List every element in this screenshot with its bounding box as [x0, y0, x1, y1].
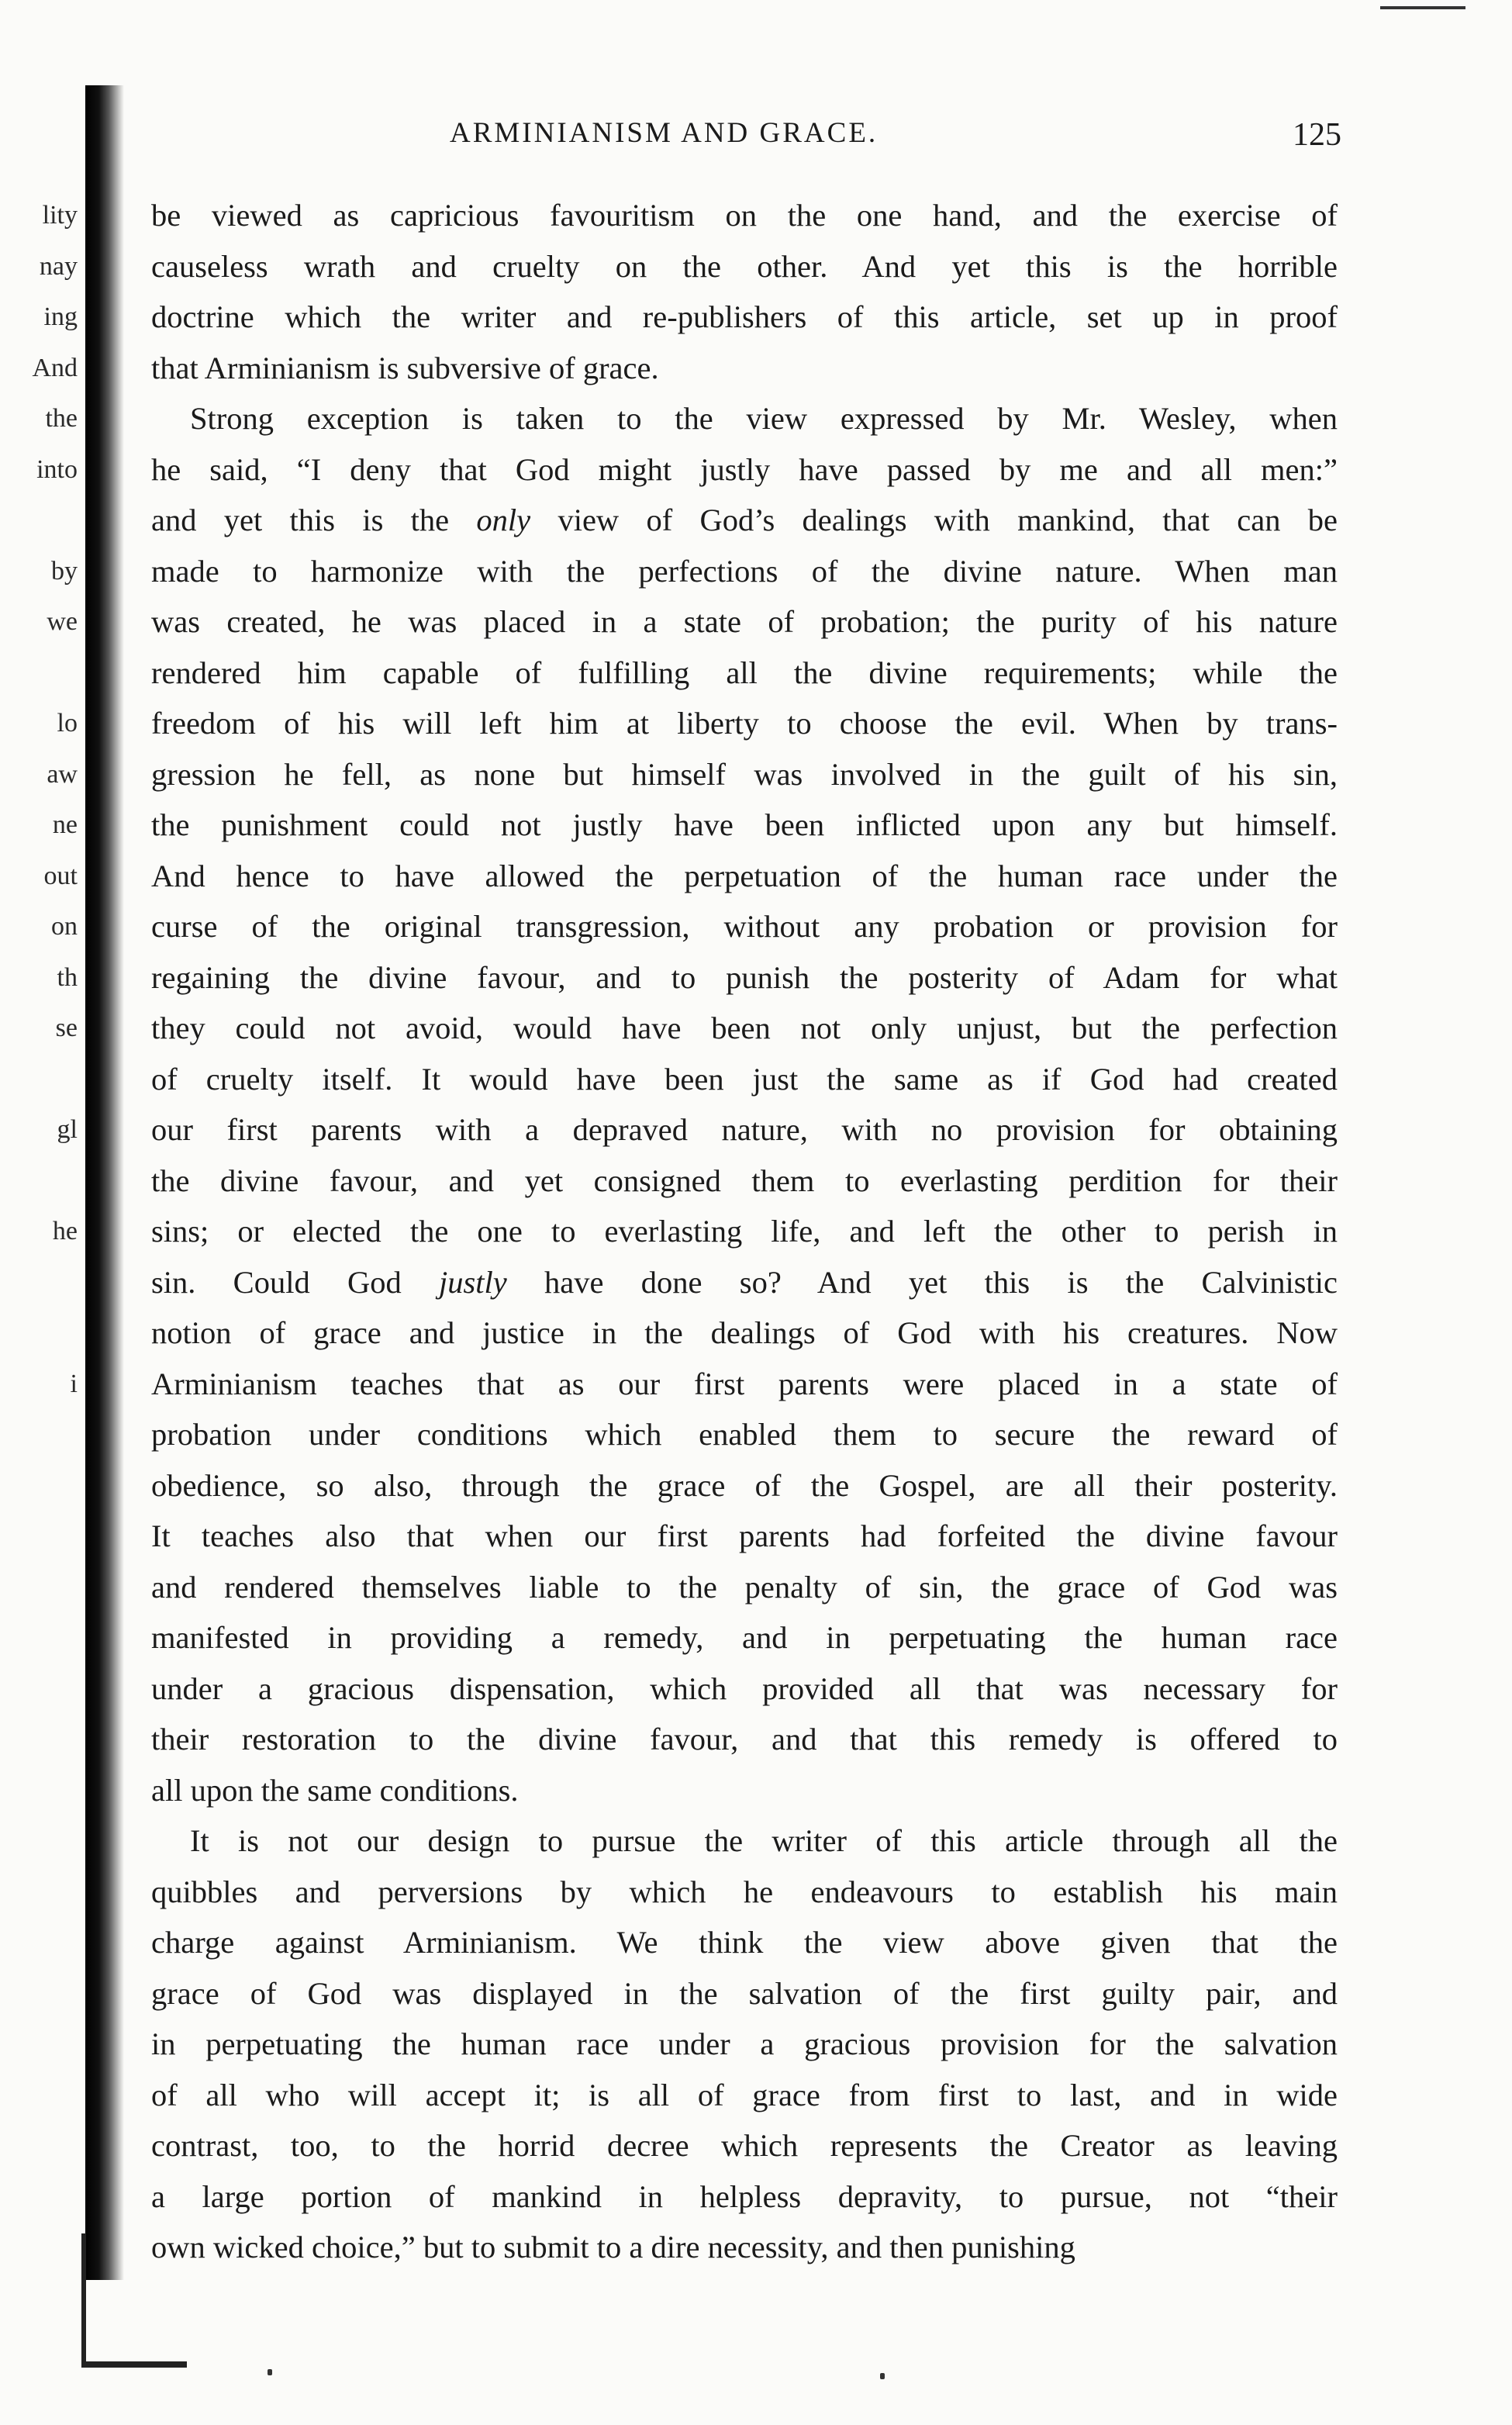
text-line: of cruelty itself. It would have been just the same as if God had created: [151, 1061, 1338, 1097]
bleed-fragment: [0, 1409, 78, 1460]
bleed-fragment: se: [55, 1014, 78, 1042]
text-line: contrast, too, to the horrid decree which represents the Creator as leaving: [151, 2128, 1338, 2163]
emphasis: only: [476, 503, 531, 537]
text-line: doctrine which the writer and re-publishers of this article, set up in proof: [151, 299, 1338, 334]
text-line: was created, he was placed in a state of probation; the purity of his nature: [151, 604, 1338, 639]
text-line: and rendered themselves liable to the penalty of sin, the grace of God was: [151, 1569, 1338, 1605]
bleed-fragment: [0, 1562, 78, 1613]
text-line: notion of grace and justice in the dealings of God with his creatures. Now: [151, 1315, 1338, 1350]
text-line: And hence to have allowed the perpetuation of the human race under the: [151, 858, 1338, 893]
bleed-fragment: [0, 1156, 78, 1207]
text-line: gression he fell, as none but himself was involved in the guilt of his sin,: [151, 756, 1338, 792]
text-line: he said, “I deny that God might justly have passed by me and all men:”: [151, 451, 1338, 487]
text-line: under a gracious dispensation, which provided all that was necessary for: [151, 1670, 1338, 1706]
page-number: 125: [1293, 117, 1341, 153]
text-line: own wicked choice,” but to submit to a dire necessity, and then punishing: [151, 2230, 1075, 2264]
text-line: of all who will accept it; is all of grace from first to last, and in wide: [151, 2077, 1338, 2112]
bleed-fragment: ing: [43, 302, 78, 331]
text-line: probation under conditions which enabled them to secure the reward of: [151, 1417, 1338, 1452]
bleed-fragment: And: [32, 353, 78, 382]
bleed-fragment: we: [47, 607, 78, 636]
page-header: [434, 116, 1341, 163]
bleed-fragment: [0, 495, 78, 546]
text-line: a large portion of mankind in helpless depravity, to pursue, not “their: [151, 2178, 1338, 2214]
text-line: their restoration to the divine favour, and that this remedy is offered to: [151, 1722, 1338, 1757]
text-line: sin. Could God justly have done so? And yet this is the Calvinistic: [151, 1264, 1338, 1300]
text-line: made to harmonize with the perfections of the divine nature. When man: [151, 553, 1338, 589]
text-line: sins; or elected the one to everlasting life, and left the other to perish in: [151, 1214, 1338, 1249]
scan-speck: [880, 2373, 885, 2379]
text-line: our first parents with a depraved nature, with no provision for obtaining: [151, 1112, 1338, 1147]
text-line: It teaches also that when our first parents had forfeited the divine favour: [151, 1518, 1338, 1553]
text-line: and yet this is the only view of God’s dealings with mankind, that can be: [151, 503, 1338, 537]
bleed-fragment: [0, 1054, 78, 1105]
bleed-fragment: [0, 1612, 78, 1663]
bleed-fragment: [0, 1511, 78, 1562]
bleed-fragment: out: [43, 861, 78, 890]
scan-speck: [268, 2369, 272, 2375]
text-line: regaining the divine favour, and to punish the posterity of Adam for what: [151, 959, 1338, 995]
text-line: they could not avoid, would have been not only unjust, but the perfection: [151, 1010, 1338, 1045]
text-line: the punishment could not justly have been inflicted upon any but himself.: [151, 807, 1338, 842]
text-line: rendered him capable of fulfilling all the divine requirements; while the: [151, 655, 1338, 690]
text-line: in perpetuating the human race under a gracious provision for the salvation: [151, 2026, 1338, 2061]
text-line: Strong exception is taken to the view expressed by Mr. Wesley, when: [190, 401, 1338, 436]
body-text: [151, 190, 1338, 2273]
running-title: ARMINIANISM AND GRACE.: [450, 117, 879, 149]
text-line: that Arminianism is subversive of grace.: [151, 350, 659, 385]
bleed-fragment: nay: [39, 251, 78, 281]
text-line: curse of the original transgression, without any probation or provision for: [151, 909, 1338, 944]
bleed-fragment: lity: [42, 201, 78, 230]
bleed-fragment: i: [70, 1369, 78, 1398]
text-line: all upon the same conditions.: [151, 1772, 519, 1808]
text-line: manifested in providing a remedy, and in perpetuating the human race: [151, 1620, 1338, 1655]
binding-shadow: [85, 85, 124, 2280]
text-line: Arminianism teaches that as our first parents were placed in a state of: [151, 1366, 1338, 1401]
emphasis: justly: [439, 1264, 507, 1300]
bleed-fragment: he: [52, 1217, 78, 1245]
facing-page-bleed: [0, 190, 78, 1714]
bleed-fragment: ne: [52, 810, 78, 839]
bleed-fragment: aw: [47, 759, 78, 789]
bleed-fragment: [0, 1460, 78, 1511]
text-line: the divine favour, and yet consigned them to everlasting perdition for their: [151, 1162, 1338, 1198]
bleed-fragment: [0, 1663, 78, 1715]
bleed-fragment: the: [45, 404, 78, 433]
text-line: quibbles and perversions by which he endeavours to establish his main: [151, 1874, 1338, 1909]
bleed-fragment: [0, 1257, 78, 1308]
text-line: causeless wrath and cruelty on the other. And yet this is the horrible: [151, 248, 1338, 284]
bleed-fragment: [0, 648, 78, 699]
bleed-fragment: th: [57, 962, 78, 992]
bleed-fragment: by: [51, 556, 78, 586]
text-line: be viewed as capricious favouritism on the one hand, and the exercise of: [151, 198, 1338, 233]
bleed-fragment: into: [36, 454, 78, 484]
bleed-fragment: [0, 1307, 78, 1359]
text-line: freedom of his will left him at liberty to choose the evil. When by trans-: [151, 706, 1338, 741]
bleed-fragment: on: [51, 912, 78, 941]
bleed-fragment: gl: [57, 1115, 78, 1144]
scan-mark: [1380, 6, 1465, 9]
bleed-fragment: lo: [57, 709, 78, 738]
text-line: grace of God was displayed in the salvation of the first guilty pair, and: [151, 1975, 1338, 2011]
text-line: obedience, so also, through the grace of the Gospel, are all their posterity.: [151, 1467, 1338, 1503]
text-line: charge against Arminianism. We think the view above given that the: [151, 1925, 1338, 1960]
text-line: It is not our design to pursue the writer of this article through all the: [190, 1823, 1338, 1858]
